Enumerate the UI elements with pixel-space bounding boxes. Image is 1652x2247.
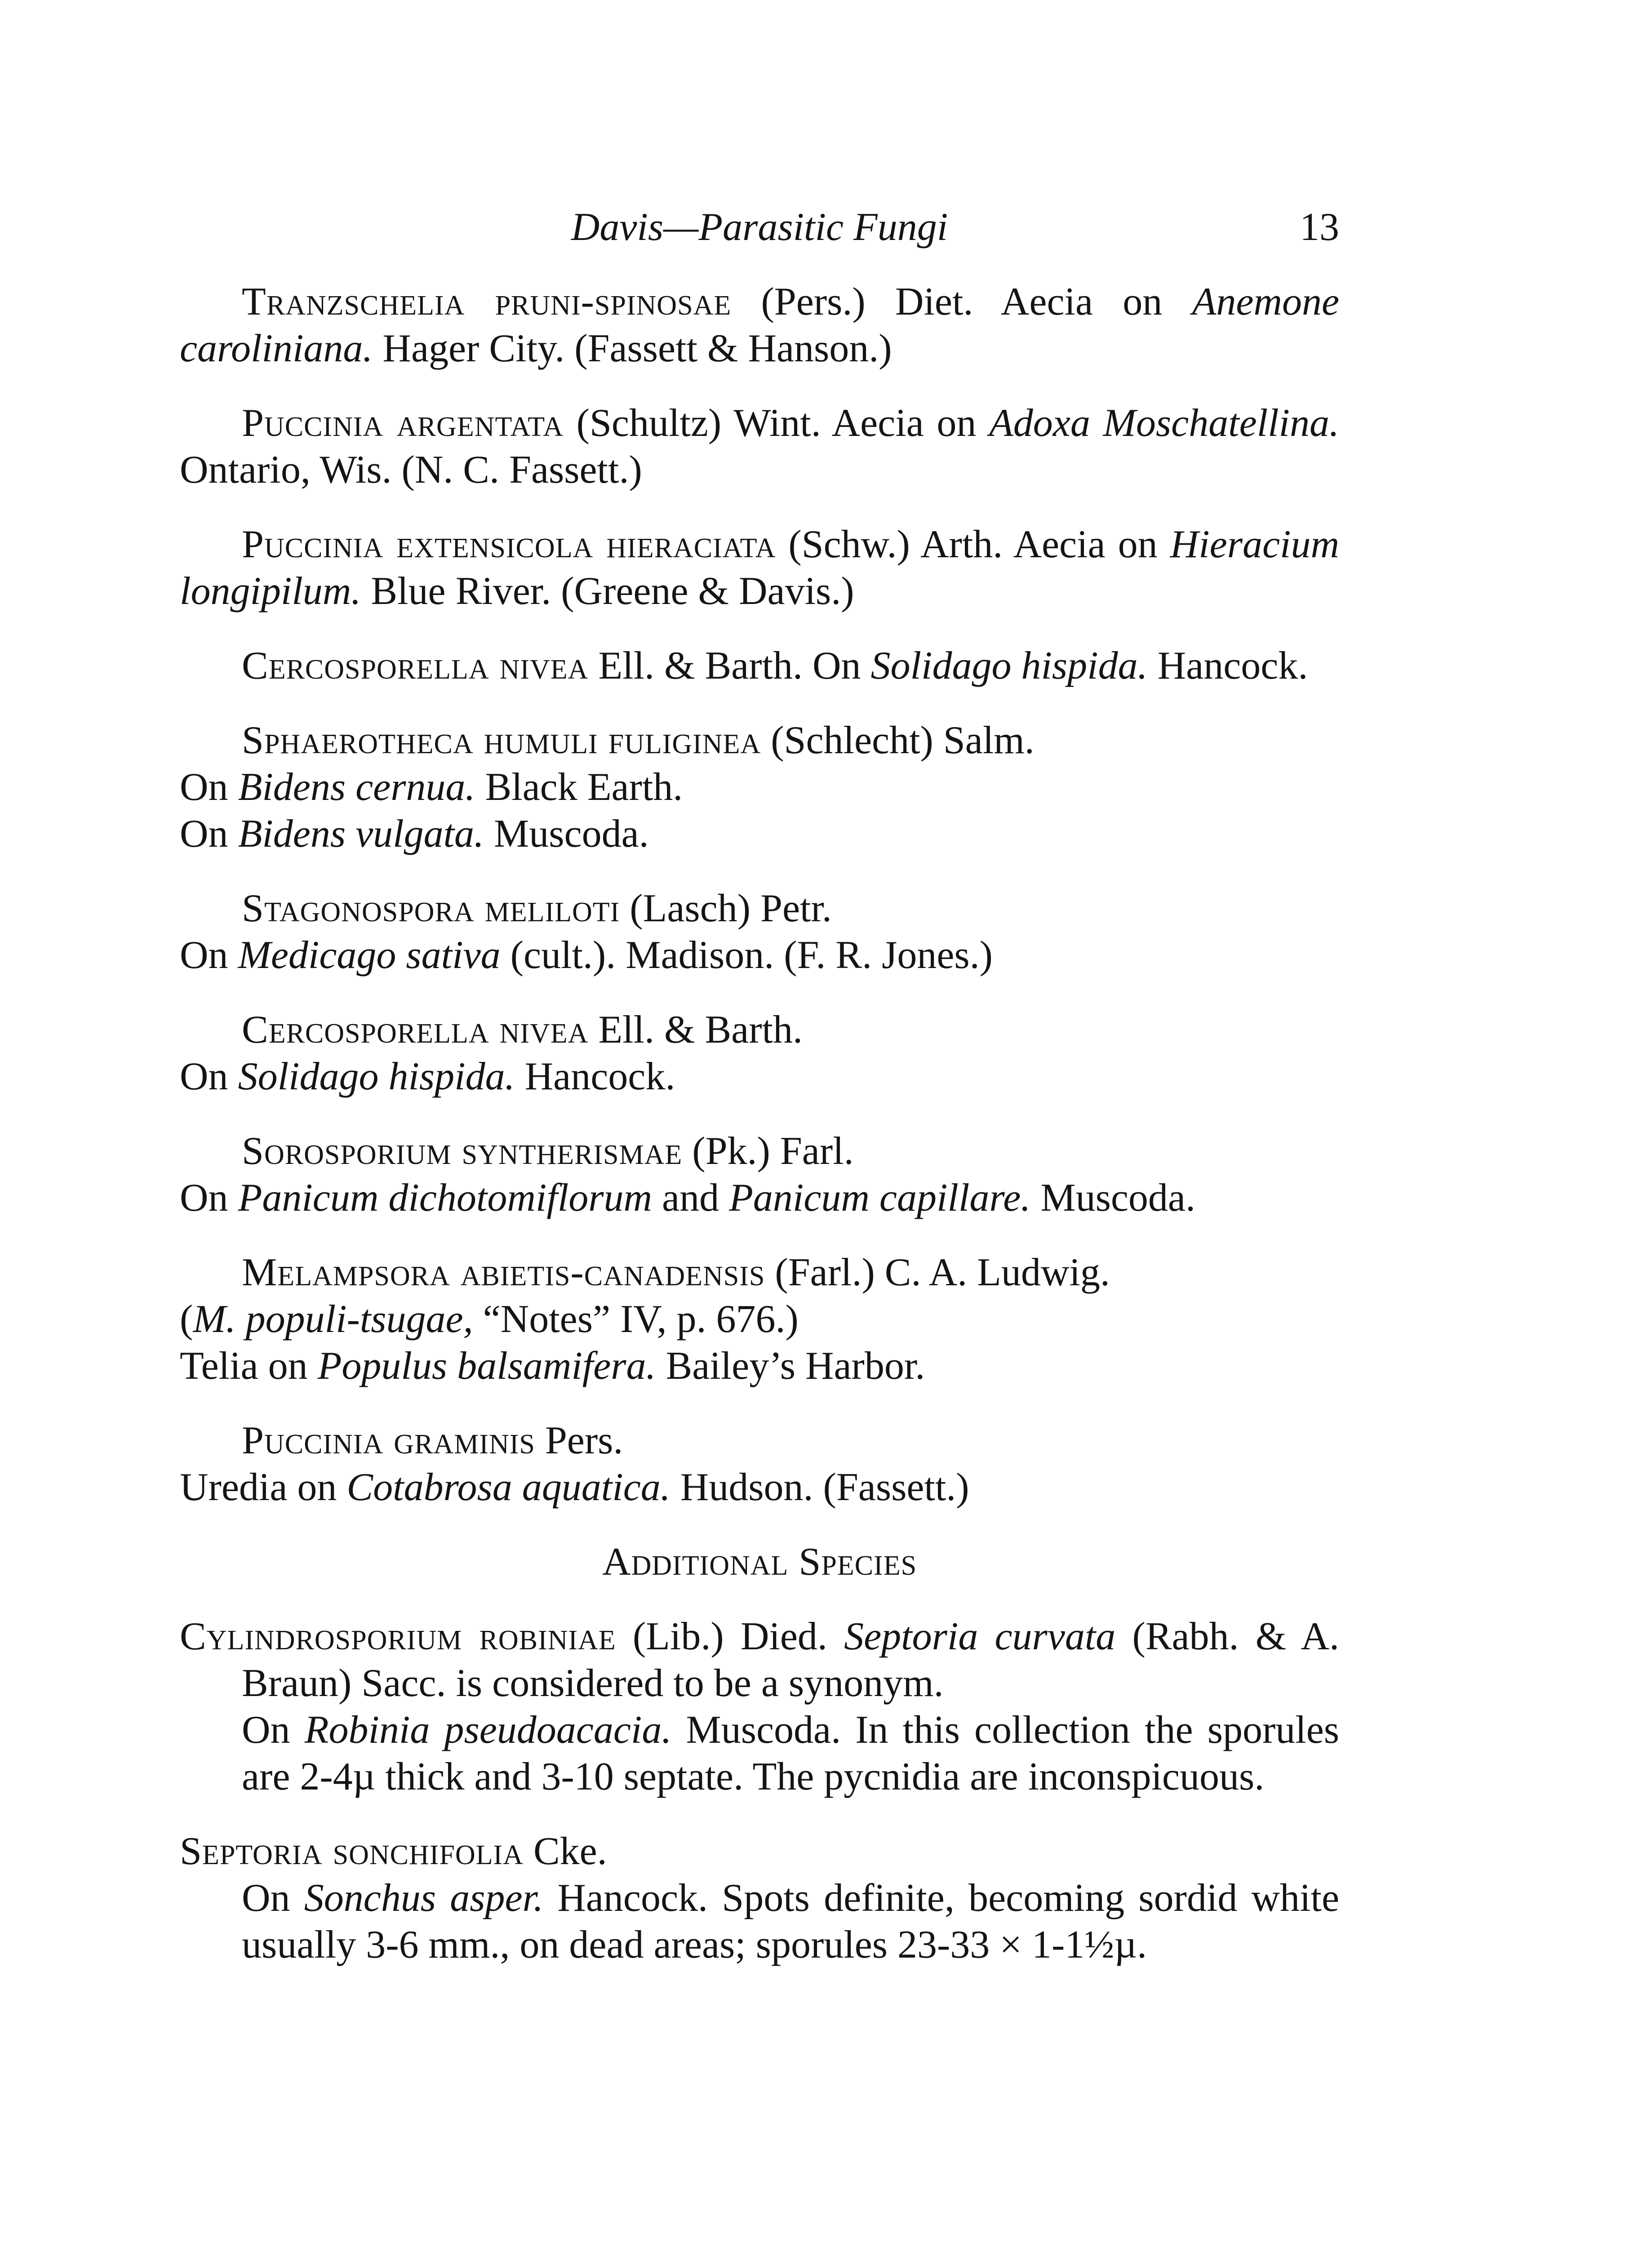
species-entry	[180, 1828, 1339, 1968]
synonym-name: M. populi-tsugae,	[193, 1297, 473, 1341]
species-entry	[180, 1417, 1339, 1511]
authority: (Farl.) C. A. Ludwig.	[775, 1251, 1110, 1294]
species-entry	[180, 1613, 1339, 1800]
entry-text: Ontario, Wis. (N. C. Fassett.)	[180, 448, 642, 492]
host-name: Solidago hispida.	[870, 644, 1148, 688]
authority: (Pers.) Diet.	[761, 280, 973, 324]
entry-text: Aecia on	[1013, 523, 1158, 566]
entry-text: Uredia on	[180, 1465, 337, 1509]
record-paragraph	[180, 1707, 1339, 1800]
host-name: Cotabrosa aquatica.	[346, 1465, 671, 1509]
entry-text: Muscoda.	[1040, 1176, 1195, 1220]
record-paragraph	[180, 1875, 1339, 1968]
authority: (Schultz) Wint.	[576, 401, 821, 445]
species-name: Stagonospora meliloti	[242, 887, 620, 930]
record-line	[180, 811, 1339, 857]
entry-text: On	[242, 1708, 290, 1752]
host-name: Adoxa Moschatellina.	[989, 401, 1339, 445]
entry-text: Muscoda.	[494, 812, 649, 856]
species-name: Cercosporella nivea	[242, 644, 589, 688]
authority: Pers.	[545, 1419, 623, 1462]
species-name: Cercosporella nivea	[242, 1008, 589, 1052]
entry-text: Hager City. (Fassett & Hanson.)	[382, 327, 892, 370]
host-name: Populus balsamifera.	[317, 1344, 656, 1388]
section-heading: Additional Species	[602, 1540, 917, 1584]
host-name: Anemone caroliniana.	[180, 280, 1340, 370]
species-name: Puccinia graminis	[242, 1419, 535, 1462]
record-line	[180, 932, 1339, 979]
host-name: Bidens cernua.	[238, 765, 475, 809]
running-title: Davis—Parasitic Fungi	[571, 205, 948, 249]
species-entry	[180, 1249, 1339, 1390]
entry-text: (	[180, 1297, 193, 1341]
species-name: Sorosporium syntherismae	[242, 1129, 683, 1173]
species-entry	[180, 279, 1339, 372]
species-entry	[180, 1007, 1339, 1100]
running-header	[180, 204, 1339, 263]
record-line	[180, 1053, 1339, 1100]
entry-text: On	[812, 644, 861, 688]
entry-text: Bailey’s Harbor.	[666, 1344, 925, 1388]
record-line	[180, 1343, 1339, 1390]
authority: (Pk.) Farl.	[692, 1129, 854, 1173]
synonym-line	[180, 1296, 1339, 1343]
species-name: Puccinia argentata	[242, 401, 564, 445]
host-name: Sonchus asper.	[304, 1876, 544, 1920]
species-entry	[180, 400, 1339, 493]
authority: Ell. & Barth.	[598, 644, 803, 688]
host-name: Medicago sativa	[238, 933, 501, 977]
entry-text: Hancock. Spots definite, becoming sordid white usually 3-6 mm., on dead areas; sporules 23-33 × 1-1½µ.	[242, 1876, 1340, 1967]
entry-text: On	[180, 765, 228, 809]
synonym-name: Septoria curvata	[844, 1615, 1116, 1658]
host-name: Robinia pseudoacacia.	[304, 1708, 672, 1752]
page-number: 13	[1300, 205, 1339, 249]
host-name: Solidago hispida.	[238, 1055, 515, 1098]
entry-text: Hancock.	[524, 1055, 675, 1098]
species-name: Cylindrosporium robiniae	[180, 1615, 616, 1658]
species-entry	[180, 885, 1339, 979]
species-name: Tranzschelia pruni-spinosae	[242, 280, 732, 324]
species-name: Melampsora abietis-canadensis	[242, 1251, 765, 1294]
species-entry	[180, 521, 1339, 615]
authority: (Schw.) Arth.	[788, 523, 1003, 566]
entry-text: Blue River. (Greene & Davis.)	[371, 569, 854, 613]
authority: (Lasch) Petr.	[630, 887, 832, 930]
entry-text: On	[180, 812, 228, 856]
authority: (Lib.) Died.	[632, 1615, 827, 1658]
entry-text: On	[180, 1176, 228, 1220]
species-entry	[180, 643, 1339, 689]
authority: Ell. & Barth.	[598, 1008, 803, 1052]
species-name: Sphaerotheca humuli fuliginea	[242, 719, 761, 762]
entry-text: Aecia on	[1000, 280, 1163, 324]
entry-text: On	[180, 1055, 228, 1098]
page-body	[180, 279, 1339, 1996]
entry-text: Hudson. (Fassett.)	[680, 1465, 969, 1509]
entry-text: and	[662, 1176, 719, 1220]
entry-text: Black Earth.	[485, 765, 683, 809]
entry-text: (Rabh. & A. Braun) Sacc. is considered to be a synonym.	[242, 1615, 1340, 1705]
species-name: Puccinia extensicola hieraciata	[242, 523, 776, 566]
authority: (Schlecht) Salm.	[771, 719, 1035, 762]
record-line	[180, 1464, 1339, 1511]
entry-text: On	[180, 933, 228, 977]
species-name: Septoria sonchifolia	[180, 1830, 524, 1873]
entry-text: Muscoda. In this collection the sporules are 2-4µ thick and 3-10 septate. The pycnidia are inconspicuous.	[242, 1708, 1340, 1798]
record-line	[180, 1175, 1339, 1221]
record-line	[180, 764, 1339, 811]
host-name: Bidens vulgata.	[238, 812, 484, 856]
entry-text: Hancock.	[1157, 644, 1308, 688]
entry-text: (cult.). Madison. (F. R. Jones.)	[510, 933, 993, 977]
host-name: Panicum capillare.	[729, 1176, 1031, 1220]
host-name: Panicum dichotomiflorum	[238, 1176, 653, 1220]
entry-text: “Notes” IV, p. 676.)	[483, 1297, 799, 1341]
host-name: Hieracium longipilum.	[180, 523, 1340, 613]
entry-text: On	[242, 1876, 290, 1920]
entry-text: Telia on	[180, 1344, 308, 1388]
species-entry	[180, 1128, 1339, 1221]
species-entry	[180, 717, 1339, 857]
entry-text: Aecia on	[831, 401, 977, 445]
authority: Cke.	[533, 1830, 607, 1873]
